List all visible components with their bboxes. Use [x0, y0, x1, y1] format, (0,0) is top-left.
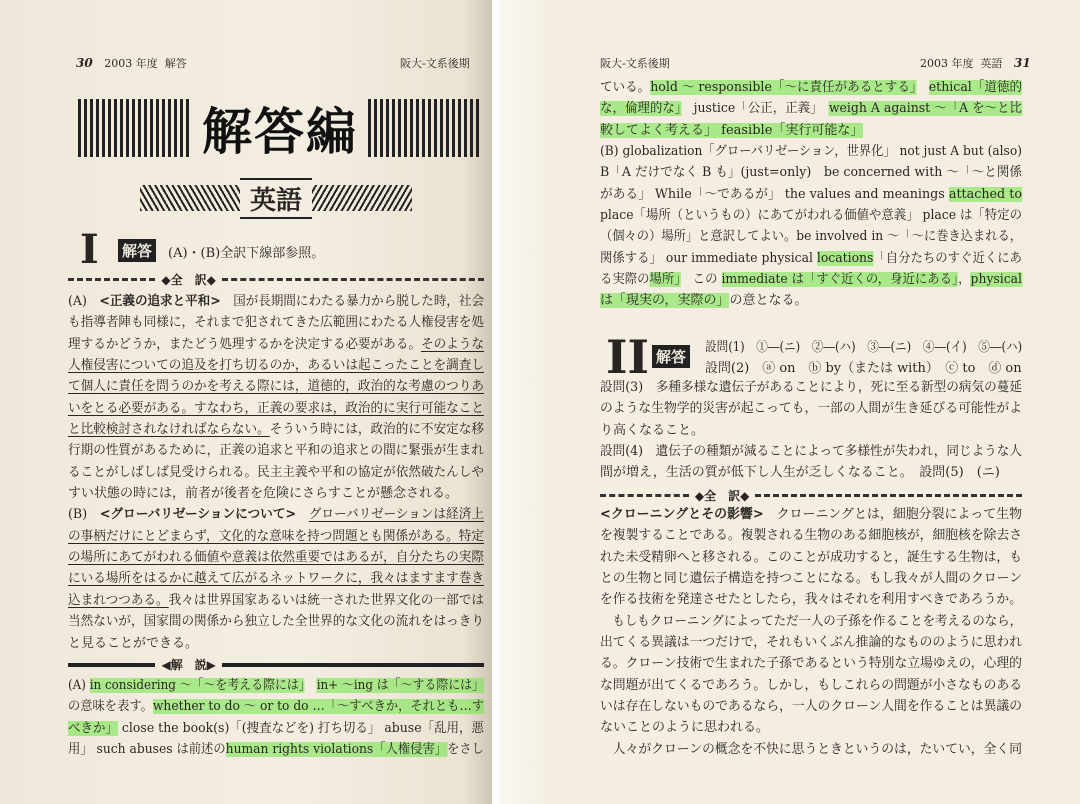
underlined-text: と比較検討されなければならない。	[68, 422, 270, 438]
text-segment: 間が増え，生活の質が低下し人生が乏しくなること。 設問(5) (ニ)	[600, 465, 1000, 481]
highlighted-text: 較してよく考える」 feasible「実行可能な」	[600, 122, 864, 138]
commentary-text	[600, 77, 1022, 312]
text-line	[68, 547, 484, 568]
right-page-header	[920, 55, 1039, 71]
text-segment: り高くなること。	[600, 422, 705, 438]
text-segment: る実際の	[600, 272, 650, 288]
page-number: 31	[1014, 56, 1031, 70]
text-segment: 出てくる異議は一つだけで，それもいくぶん推論的なもののように思われ	[600, 635, 1022, 651]
text-line	[600, 675, 1022, 696]
highlighted-text: な，倫理的な」	[600, 101, 682, 117]
text-segment: いは存在しないものであるなら，一人のクローン人間を作ることは異議の	[600, 699, 1022, 715]
chevron-decoration	[312, 185, 412, 211]
text-segment: B「A だけでなく B も」(just=only) be concerned with ～「～と関係	[600, 165, 1022, 181]
text-segment: 理するかどうか，またどう処理するかを決定する必要がある。	[68, 336, 421, 352]
text-line	[68, 718, 484, 739]
underlined-text: そのような	[420, 336, 484, 352]
underlined-text: にいる場所をはるかに越えて広がるネットワークに，我々はますます巻き	[68, 571, 484, 587]
answer-label: 解答	[652, 345, 690, 368]
underlined-text: いをとる必要がある。すなわち，正義の要求は，政治的に実行可能なこと	[68, 400, 484, 416]
text-segment: もしもクローニングによってただ一人の子孫を作ることを考えるのなら，	[600, 613, 1022, 629]
text-segment: 人々がクローンの概念を不快に思うときというのは，たいてい，全く同	[600, 741, 1022, 757]
text-line	[68, 312, 484, 333]
text-segment: close the book(s)「(捜査などを) 打ち切る」 abuse「乱用，悪	[117, 720, 484, 736]
text-segment: そういう時には，政治的に不安定な移	[269, 422, 484, 438]
left-page-header	[68, 55, 187, 71]
text-line	[600, 441, 1022, 462]
text-segment: ている。	[600, 80, 651, 95]
highlighted-text: weigh A against ～「A を～と比	[828, 101, 1022, 117]
text-line	[68, 590, 484, 611]
underlined-text: の場所にあてがわれる価値や意義は依然重要ではあるが，自分たちの実際	[68, 550, 484, 566]
section-heading: <正義の追求と平和>	[99, 294, 221, 309]
text-segment: 当然ないが，国家間の関係から独立した全世界的な文化の流れをはっきり	[68, 614, 484, 630]
stripes-decoration	[368, 99, 482, 157]
text-line	[600, 98, 1022, 119]
highlighted-text: whether to do ～ or to do …「～すべきか，それとも…す	[152, 699, 485, 715]
highlighted-text: べきか」	[68, 720, 118, 736]
highlighted-text: hold ～ responsible「～に責任があるとする」	[650, 80, 917, 95]
section-heading: <クローニングとその影響>	[600, 507, 764, 522]
text-segment: （個々の）場所」と意訳してよい。be involved in ～「～に巻き込まれる，	[600, 229, 1022, 245]
text-line	[600, 739, 1022, 760]
text-segment: れた未受精卵へと移される。このことが成功すると，誕生する生物は，も	[600, 549, 1022, 565]
text-line	[600, 77, 1022, 98]
text-segment: (B) globalization「グローバリゼーション，世界化」 not just A but (also)	[600, 144, 1022, 160]
text-segment	[296, 507, 309, 522]
text-line	[68, 355, 484, 376]
section-heading: <グローバリゼーションについて>	[99, 507, 297, 523]
question-1-answers: 設問(1) ①―(ニ) ②―(ハ) ③―(ニ) ④―(イ) ⑤―(ハ)	[705, 340, 1023, 355]
text-line	[600, 504, 1022, 525]
text-segment: の意味を表す。	[68, 699, 153, 715]
text-segment: と見ることができる。	[68, 635, 199, 651]
text-segment: の意となる。	[729, 293, 808, 309]
text-segment: ，	[958, 272, 971, 288]
highlighted-text: attached to	[948, 186, 1022, 202]
commentary-heading: ◀解 説▶	[161, 658, 216, 672]
highlighted-text: in considering ～「～を考える際には」	[89, 678, 305, 693]
text-line	[68, 398, 484, 419]
commentary-divider	[68, 656, 484, 673]
text-segment: 用」 such abuses は前述の	[68, 742, 226, 758]
subject-title: 英語	[240, 178, 312, 219]
left-page	[0, 0, 492, 804]
text-line	[600, 525, 1022, 546]
text-segment: この	[680, 272, 722, 288]
text-line	[68, 611, 484, 632]
text-segment: ないことのように思われる。	[600, 720, 770, 736]
text-line	[600, 141, 1022, 162]
chevron-decoration	[140, 185, 240, 211]
text-segment: 関係する」 our immediate physical	[600, 250, 817, 266]
highlighted-text: locations	[816, 250, 874, 266]
text-segment	[305, 678, 317, 693]
text-line	[600, 162, 1022, 183]
text-segment: (B)	[68, 507, 100, 523]
highlighted-text: は「現実の，実際の」	[600, 293, 730, 309]
translation-heading: ◆全 訳◆	[694, 489, 750, 503]
text-line	[600, 653, 1022, 674]
right-page	[500, 0, 1080, 804]
text-segment: place「場所（というもの）にあてがわれる価値や意義」 place は「特定の	[600, 208, 1022, 224]
text-segment: な問題が出てくるであろう。しかし，もしこれらの問題が小さなものある	[600, 677, 1022, 693]
text-line	[600, 547, 1022, 568]
header-exam: 阪大-文系後期	[400, 57, 470, 70]
translation-divider	[600, 487, 1022, 504]
text-line	[68, 526, 484, 547]
text-segment: も指導者陣も同様に，それまで犯されてきた広範囲にわたる人権侵害を処	[68, 315, 484, 331]
text-line	[600, 205, 1022, 226]
translation-text	[600, 504, 1022, 760]
commentary-text	[68, 675, 484, 760]
page-number: 30	[76, 56, 93, 70]
text-segment: 設問(4) 遺伝子の種類が減ることによって多様性が失われ，同じような人	[600, 444, 1022, 460]
text-segment: を作る技術を発達させたとしたら，我々はそれを利用すべきであろうか。	[600, 592, 1022, 608]
text-segment: (A)	[68, 678, 90, 693]
text-segment: を複製することである。複製される生物のある細胞核が，細胞核を除去さ	[600, 528, 1022, 544]
text-segment	[916, 80, 929, 95]
text-line	[68, 440, 484, 461]
translation-heading: ◆全 訳◆	[161, 273, 216, 287]
text-segment: のような生物学的災害が起こっても，一部の人間が生き延びる可能性がよ	[600, 401, 1022, 417]
text-line	[600, 269, 1022, 290]
title-text: 解答編	[202, 103, 358, 161]
text-line	[600, 462, 1022, 483]
text-segment: との生物と同じ遺伝子構造を持つことになる。もし我々が人間のクローン	[600, 571, 1022, 587]
question-2-answers: 設問(2) ⓐ on ⓑ by（または with） ⓒ to ⓓ on	[705, 361, 1022, 376]
text-line	[68, 696, 484, 717]
answer-note: (A)・(B)全訳下線部参照。	[168, 246, 325, 261]
text-segment: 行期の性質があるために，正義の追求と平和の追求との間に緊張が生まれ	[68, 443, 484, 459]
text-line	[600, 611, 1022, 632]
header-year: 2003 年度	[920, 57, 974, 70]
highlighted-text: 場所」	[649, 272, 681, 288]
header-section: 解答	[164, 57, 187, 70]
text-line	[600, 184, 1022, 205]
text-segment: 「自分たちのすぐ近くにあ	[873, 250, 1022, 266]
highlighted-text: physical	[970, 272, 1022, 288]
underlined-text: グローバリゼーションは経済上	[308, 507, 484, 523]
answer-text	[600, 377, 1022, 484]
text-segment: すい状態の時には，前者が後者を危険にさらすことが懸念される。	[68, 486, 459, 502]
text-line	[68, 739, 484, 760]
text-segment: る。クローン技術で生まれた子孫であるという特別な立場ゆえの，心理的	[600, 656, 1022, 672]
text-line	[68, 504, 484, 525]
text-line	[68, 419, 484, 440]
text-line	[600, 717, 1022, 738]
text-line	[68, 291, 484, 312]
underlined-text: て個人に責任を問うのかを考える際には，道徳的，政治的な考慮のつりあ	[68, 379, 484, 395]
text-line	[600, 290, 1022, 311]
text-segment: がある」 While「～であるが」 the values and meanings	[600, 186, 949, 202]
text-line	[600, 420, 1022, 441]
text-segment: (A)	[68, 294, 100, 309]
text-line	[68, 334, 484, 355]
text-line	[68, 462, 484, 483]
text-line	[600, 248, 1022, 269]
part-numeral: I	[80, 226, 99, 273]
text-line	[600, 377, 1022, 398]
highlighted-text: in+ ～ing は「～する際には」	[316, 678, 484, 693]
text-line	[68, 675, 484, 696]
answers-title	[78, 98, 482, 161]
text-line	[68, 376, 484, 397]
book-gutter	[492, 0, 500, 804]
highlighted-text: human rights violations「人権侵害」	[225, 742, 448, 758]
answer-label: 解答	[118, 239, 156, 262]
header-section: 英語	[980, 57, 1003, 70]
text-segment: justice「公正，正義」	[681, 101, 829, 117]
translation-text	[68, 291, 484, 654]
part-numeral: II	[606, 330, 650, 384]
text-line	[600, 568, 1022, 589]
underlined-text: 込まれつつある。	[68, 592, 169, 608]
text-line	[68, 483, 484, 504]
text-line	[600, 589, 1022, 610]
text-line	[600, 120, 1022, 141]
header-exam: 阪大-文系後期	[600, 57, 670, 70]
text-line	[68, 633, 484, 654]
text-line	[600, 226, 1022, 247]
text-line	[600, 398, 1022, 419]
text-line	[600, 632, 1022, 653]
text-segment: ることがしばしば見受けられる。民主主義や平和の協定が依然破たんしや	[68, 464, 484, 480]
highlighted-text: ethical「道徳的	[928, 80, 1022, 95]
highlighted-text: immediate は「すぐ近くの，身近にある」	[721, 272, 959, 288]
underlined-text: の事柄だけにとどまらず，文化的な意味を持つ問題とも関係がある。特定	[68, 528, 484, 544]
text-line	[68, 568, 484, 589]
text-segment: 設問(3) 多種多様な遺伝子があることにより，死に至る新型の病気の蔓延	[600, 380, 1022, 395]
text-line	[600, 696, 1022, 717]
underlined-text: 人権侵害についての追及を打ち切るのか，あるいは起こったことを調査し	[68, 358, 484, 374]
text-segment: 我々は世界国家あるいは統一された世界文化の一部では	[168, 592, 484, 608]
text-segment: 国が長期間にわたる暴力から脱した時，社会	[220, 294, 484, 309]
subject-banner	[140, 180, 412, 216]
text-segment: クローニングとは，細胞分裂によって生物	[763, 507, 1022, 522]
header-year: 2003 年度	[104, 57, 158, 70]
translation-divider	[68, 271, 484, 288]
text-segment: をさし	[447, 742, 484, 758]
stripes-decoration	[78, 99, 192, 157]
